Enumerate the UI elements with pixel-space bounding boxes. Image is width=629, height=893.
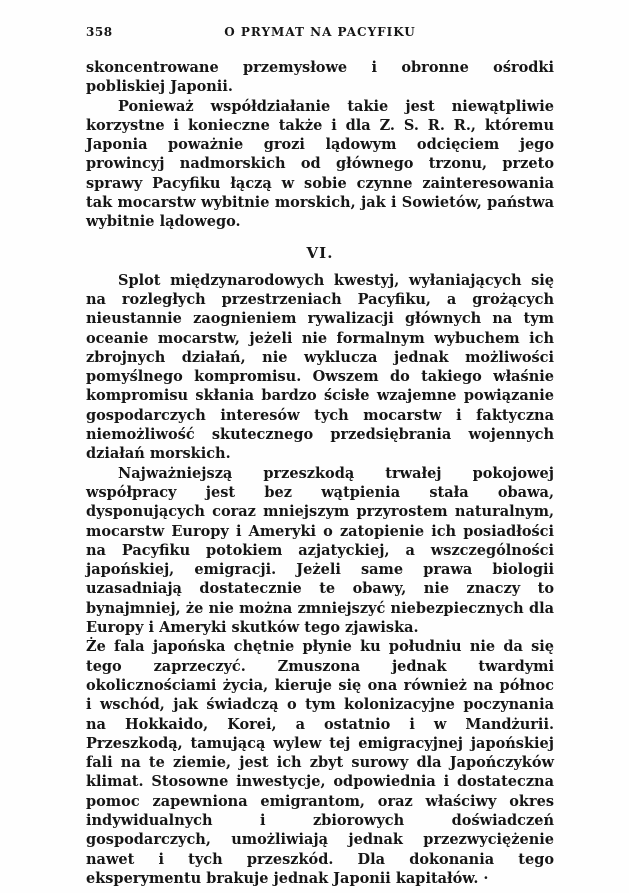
page-header (86, 25, 554, 47)
paragraph: Splot międzynarodowych kwestyj, wyłaniających się na rozległych przestrzeniach Pacyfiku, a grożących nieustannie zaognieniem rywalizacji głównych na tym oceanie mocarstw, jeżeli nie formalnym wybuchem ich zbrojnych działań, nie wyklucza jednak możliwości pomyślnego kompromisu. Owszem do takiego właśnie kompromisu skłania bardzo ścisłe wzajemne powiązanie gospodarczych interesów tych mocarstw i faktyczna niemożliwość skutecznego przedsiębrania wojennych działań morskich. (86, 271, 554, 463)
page-body (86, 58, 554, 888)
paragraph: Ponieważ współdziałanie takie jest niewątpliwie korzystne i konieczne także i dla Z. S. R. R., któremu Japonia poważnie grozi lądowym odcięciem jego prowincyj nadmorskich od głównego trzonu, przeto sprawy Pacyfiku łączą w sobie czynne zainteresowania tak mocarstw wybitnie morskich, jak i Sowietów, państwa wybitnie lądowego. (86, 97, 554, 231)
paragraph-continuation: skoncentrowane przemysłowe i obronne ośrodki pobliskiej Japonii. (86, 59, 554, 96)
page-number: 358 (86, 25, 113, 39)
paragraph: Że fala japońska chętnie płynie ku południu nie da się tego zaprzeczyć. Zmuszona jednak twardymi okolicznościami życia, kieruje się ona również na północ i wschód, jak świadczą o tym kolonizacyjne poczynania na Hokkaido, Korei, a ostatnio i w Mandżurii. Przeszkodą, tamującą wylew tej emigracyjnej japońskiej fali na te ziemie, jest ich zbyt surowy dla Japończyków klimat. Stosowne inwestycje, odpowiednia i dostateczna pomoc zapewniona emigrantom, oraz właściwy okres indywidualnych i zbiorowych doświadczeń gospodarczych, umożliwiają jednak przezwyciężenie nawet i tych przeszkód. Dla dokonania tego eksperymentu brakuje jednak Japonii kapitałów. · (86, 638, 554, 887)
section-heading: VI. (306, 243, 334, 262)
paragraph: Najważniejszą przeszkodą trwałej pokojowej współpracy jest bez wątpienia stała obawa, dysponujących coraz mniejszym przyrostem naturalnym, mocarstw Europy i Ameryki o zatopienie ich posiadłości na Pacyfiku potokiem azjatyckiej, a wszczególności japońskiej, emigracji. Jeżeli same prawa biologii uzasadniają dostatecznie te obawy, nie znaczy to bynajmniej, że nie można zmniejszyć niebezpiecznych dla Europy i Ameryki skutków tego zjawiska. (86, 464, 554, 637)
running-title: O PRYMAT NA PACYFIKU (224, 25, 416, 39)
